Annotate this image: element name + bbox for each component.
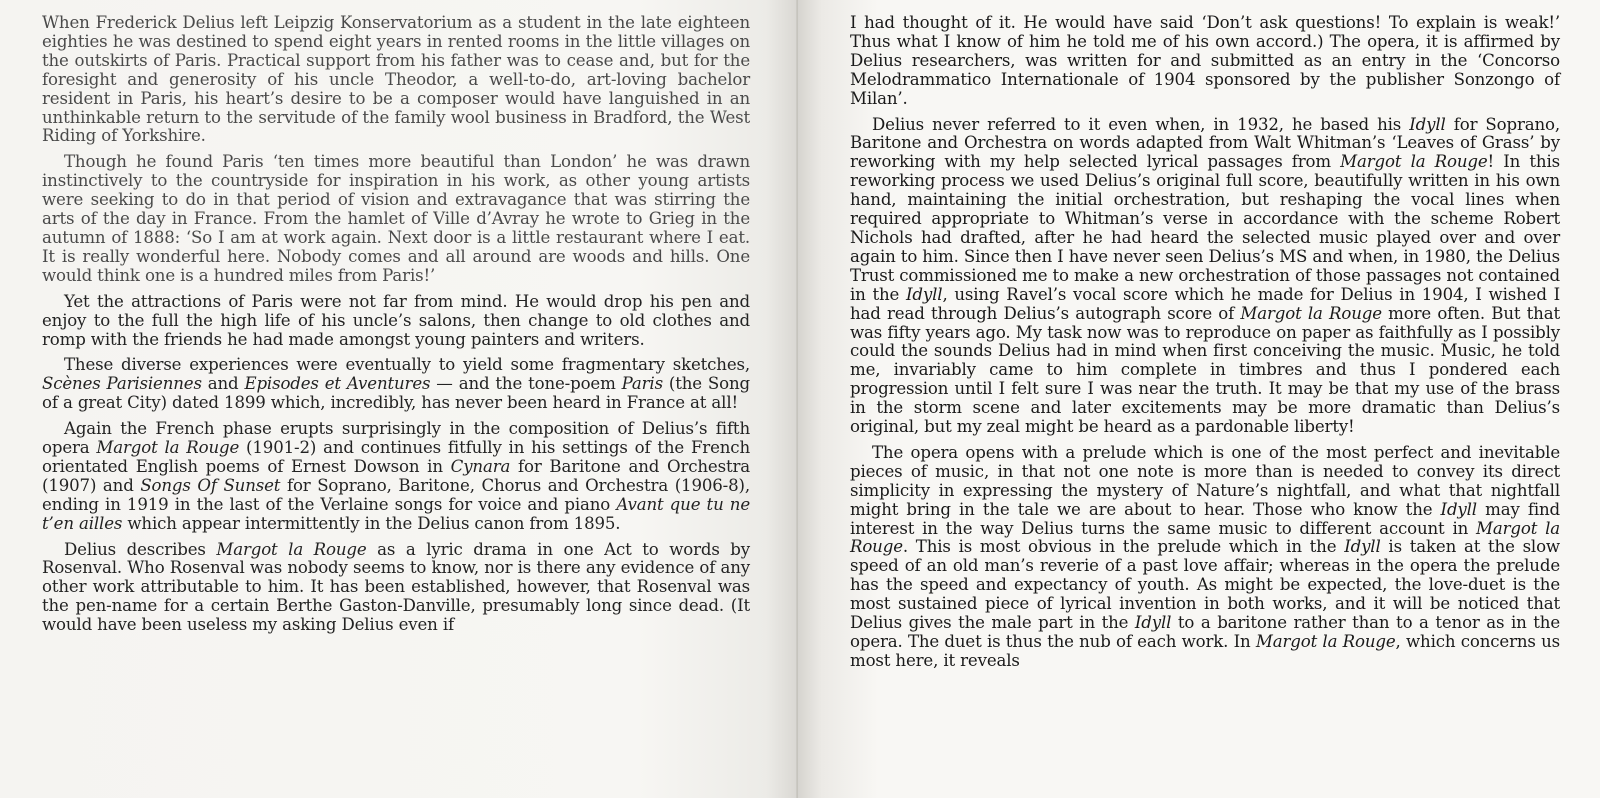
work-title: Avant que tu ne t’en ailles: [42, 494, 750, 533]
left-page: [0, 0, 798, 798]
work-title: Scènes Parisiennes: [42, 374, 202, 394]
text-run: to a baritone rather than to a tenor as in the opera. The duet is thus the nub of each work. In: [850, 613, 1560, 651]
text-run: which appear intermittently in the Delius canon from 1895.: [122, 513, 621, 533]
paragraph: Though he found Paris ‘ten times more beautiful than London’ he was drawn instinctively to the countryside for inspiration in his work, as other young artists were seeking to do in that period of vision and extravagance that was stirring the arts of the day in France. From the hamlet of Ville d’Avray he wrote to Grieg in the autumn of 1888: ‘So I am at work again. Next door is a little restaurant where I eat. It is really wonderful here. Nobody comes and all around are woods and hills. One would think one is a hundred miles from Paris!’: [42, 152, 750, 285]
paragraph: [42, 356, 750, 413]
text-run: for Soprano, Baritone, Chorus and Orchestra (1906-8), ending in 1919 in the last of the Verlaine songs for voice and piano: [42, 475, 750, 514]
work-title: Cynara: [450, 456, 511, 476]
text-run: These diverse experiences were eventually to yield some fragmentary sketches,: [64, 355, 750, 375]
work-title: Episodes et Aventures: [244, 374, 431, 394]
text-run: is taken at the slow speed of an old man’s reverie of a past love affair; whereas in the opera the prelude has the speed and expectancy of youth. As might be expected, the love-duet is the most sustained piece of lyrical invention in both works, and it will be noticed that Delius gives the male part in the: [850, 537, 1560, 633]
text-run: Delius describes: [64, 539, 217, 559]
text-run: for Soprano, Baritone and Orchestra on words adapted from Walt Whitman’s ‘Leaves of Grass’ by reworking with my help selected lyrical passages from: [850, 114, 1560, 172]
right-page: [798, 0, 1600, 798]
work-title: Idyll: [1344, 537, 1381, 557]
work-title: Margot la Rouge: [1340, 152, 1488, 172]
text-run: more often. But that was fifty years ago. My task now was to reproduce on paper as faithfully as I possibly could the sounds Delius had in mind when first conceiving the music. Music, he told me, invariably came to him complete in timbres and thus I pondered each progression until I felt sure I was near the truth. It may be that my use of the brass in the storm scene and later excitements may be more dramatic than Delius’s original, but my zeal might be heard as a pardonable liberty!: [850, 303, 1560, 437]
paragraph: I had thought of it. He would have said ‘Don’t ask questions! To explain is weak!’ Thus what I know of him he told me of his own accord.) The opera, it is affirmed by Delius researchers, was written for and submitted as an entry in the ‘Concorso Melodrammatico Internationale of 1904 sponsored by the publisher Sonzongo of Milan’.: [850, 13, 1560, 108]
text-run: , which concerns us most here, it reveals: [850, 632, 1560, 670]
text-run: The opera opens with a prelude which is one of the most perfect and inevitable pieces of music, in that not one note is more than is needed to convey its direct simplicity in expressing the mystery of Nature’s nightfall, and what that nightfall might bring in the tale we are about to hear. Those who know the: [850, 442, 1560, 519]
work-title: Idyll: [1134, 613, 1172, 633]
work-title: Margot la Rouge: [1240, 303, 1382, 323]
text-run: for Baritone and Orchestra (1907) and: [42, 456, 751, 495]
text-run: (the Song of a great City) dated 1899 which, incredibly, has never been heard in France at all!: [42, 374, 750, 413]
work-title: Songs Of Sunset: [140, 475, 281, 495]
text-run: (1901-2) and continues fitfully in his settings of the French orientated English poems of Ernest Dowson in: [42, 438, 750, 476]
paragraph: [42, 541, 750, 636]
text-run: and: [201, 374, 245, 394]
paragraph: Yet the attractions of Paris were not far from mind. He would drop his pen and enjoy to the full the high life of his uncle’s salons, then change to old clothes and romp with the friends he had made amongst young painters and writers.: [42, 291, 750, 349]
text-run: , using Ravel’s vocal score which he made for Delius in 1904, I wished I had read through Delius’s autograph score of: [850, 284, 1560, 323]
work-title: Margot la Rouge: [1255, 632, 1396, 651]
text-run: as a lyric drama in one Act to words by Rosenval. Who Rosenval was nobody seems to know, nor is there any evidence of any other work attributable to him. It has been established, however, that Rosenval was the pen-name for a certain Berthe Gaston-Danville, presumably long since dead. (It would have been useless my asking Delius even if: [42, 539, 751, 635]
work-title: Idyll: [1409, 114, 1446, 134]
work-title: Margot la Rouge: [216, 539, 367, 559]
work-title: Idyll: [1440, 499, 1477, 519]
paragraph: [850, 116, 1560, 437]
work-title: Idyll: [906, 284, 943, 304]
text-run: — and the tone-poem: [430, 374, 622, 394]
text-run: . This is most obvious in the prelude which in the: [902, 537, 1345, 557]
work-title: Margot la Rouge: [850, 518, 1560, 557]
text-run: may find interest in the way Delius turns the same music to different account in: [850, 499, 1560, 538]
text-run: Delius never referred to it even when, in 1932, he based his: [872, 114, 1410, 134]
work-title: Margot la Rouge: [96, 438, 240, 458]
text-run: Again the French phase erupts surprisingly in the composition of Delius’s fifth opera: [42, 419, 750, 458]
text-run: ! In this reworking process we used Delius’s original full score, beautifully written in his own hand, maintaining the initial orchestration, but reshaping the vocal lines when required appropriate to Whitman’s verse in accordance with the scheme Robert Nichols had drafted, after he had heard the selected music played over and over again to him. Since then I have never seen Delius’s MS and when, in 1980, the Delius Trust commissioned me to make a new orchestration of those passages not contained in the: [850, 152, 1560, 304]
work-title: Paris: [621, 374, 663, 394]
paragraph: [850, 444, 1560, 671]
paragraph: [42, 420, 750, 533]
paragraph: When Frederick Delius left Leipzig Konservatorium as a student in the late eighteen eighties he was destined to spend eight years in rented rooms in the little villages on the outskirts of Paris. Practical support from his father was to cease and, but for the foresight and generosity of his uncle Theodor, a well-to-do, art-loving bachelor resident in Paris, his heart’s desire to be a composer would have languished in an unthinkable return to the servitude of the family wool business in Bradford, the West Riding of Yorkshire.: [42, 13, 750, 146]
